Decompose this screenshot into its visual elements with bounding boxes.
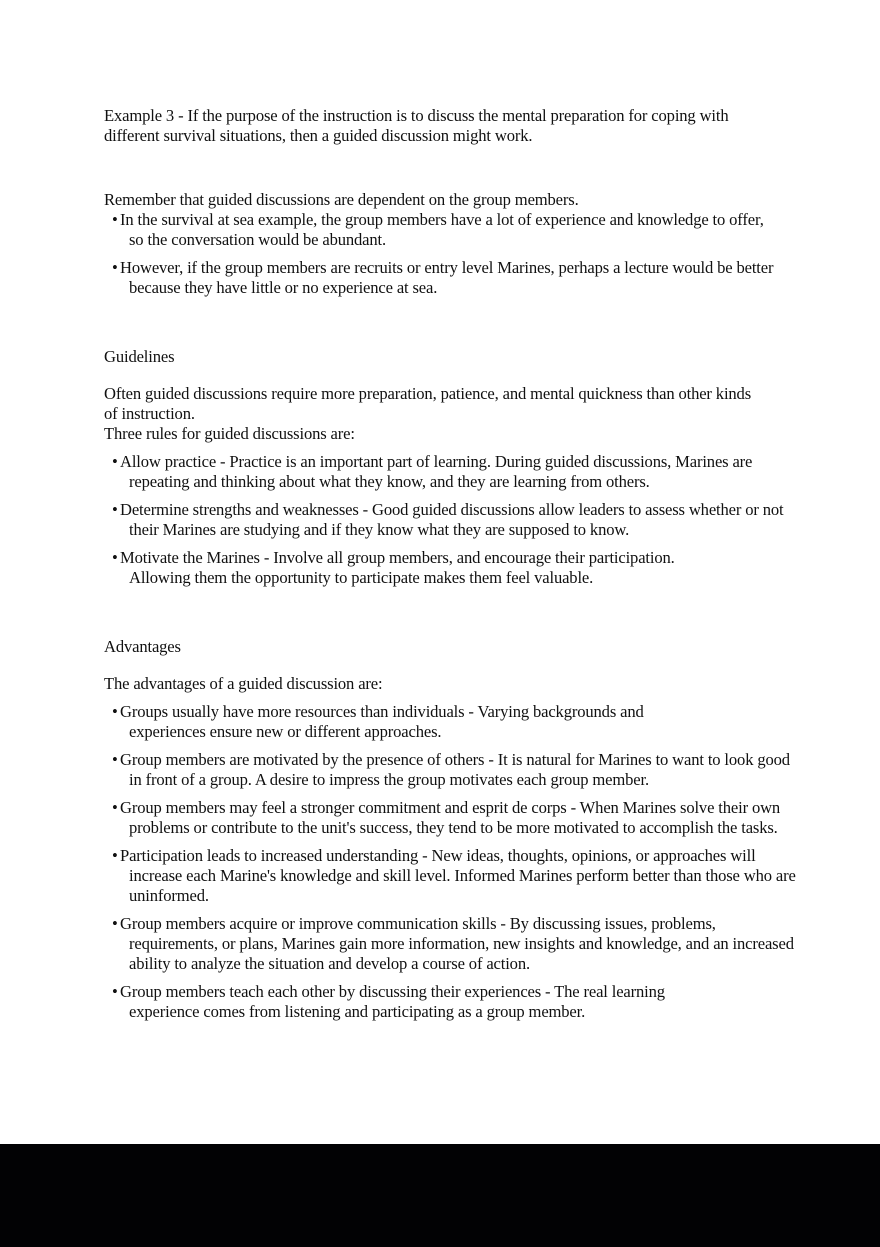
bullet-icon: •	[112, 548, 118, 567]
bullet-icon: •	[112, 210, 118, 229]
advantages-intro: The advantages of a guided discussion are:	[104, 674, 383, 693]
guidelines-heading: Guidelines	[104, 347, 175, 366]
document-body	[104, 106, 796, 1030]
bullet-icon: •	[112, 846, 118, 865]
guidelines-intro: Often guided discussions require more preparation, patience, and mental quickness than other kinds of instruction.	[104, 384, 752, 423]
bottom-black-band	[0, 1144, 880, 1247]
bullet-icon: •	[112, 798, 118, 817]
list-item: • Groups usually have more resources than individuals - Varying backgrounds and experiences ensure new or different approaches.	[112, 702, 644, 741]
guidelines-list	[104, 452, 784, 588]
bullet-icon: •	[112, 258, 118, 277]
bullet-icon: •	[112, 914, 118, 933]
advantages-heading: Advantages	[104, 637, 181, 656]
reminder-intro: Remember that guided discussions are dependent on the group members.	[104, 190, 579, 209]
list-item: • Group members may feel a stronger commitment and esprit de corps - When Marines solve their own problems or contribute to the unit's success, they tend to be more motivated to accomplish the tasks.	[112, 798, 781, 837]
bullet-icon: •	[112, 500, 118, 519]
advantages-list	[104, 702, 796, 1022]
list-item: • Group members are motivated by the presence of others - It is natural for Marines to want to look good in front of a group. A desire to impress the group motivates each group member.	[112, 750, 790, 789]
list-item: • Group members acquire or improve communication skills - By discussing issues, problems, requirements, or plans, Marines gain more information, new insights and knowledge, and an increased ability to analyze the situation and develop a course of action.	[112, 914, 794, 973]
list-item: • Determine strengths and weaknesses - Good guided discussions allow leaders to assess whether or not their Marines are studying and if they know what they are supposed to know.	[112, 500, 784, 539]
reminder-list	[104, 210, 784, 298]
list-item: • In the survival at sea example, the group members have a lot of experience and knowledge to offer, so the conversation would be abundant.	[112, 210, 764, 249]
list-item: • Motivate the Marines - Involve all group members, and encourage their participation. Allowing them the opportunity to participate makes them feel valuable.	[112, 548, 675, 587]
list-item: • However, if the group members are recruits or entry level Marines, perhaps a lecture would be better because they have little or no experience at sea.	[112, 258, 774, 297]
list-item: • Participation leads to increased understanding - New ideas, thoughts, opinions, or approaches will increase each Marine's knowledge and skill level. Informed Marines perform better than those who are uninformed.	[112, 846, 796, 905]
list-item: • Allow practice - Practice is an important part of learning. During guided discussions, Marines are repeating and thinking about what they know, and they are learning from others.	[112, 452, 753, 491]
guidelines-rules-intro: Three rules for guided discussions are:	[104, 424, 355, 443]
example-paragraph: Example 3 - If the purpose of the instruction is to discuss the mental preparation for coping with different survival situations, then a guided discussion might work.	[104, 106, 729, 145]
bullet-icon: •	[112, 982, 118, 1001]
bullet-icon: •	[112, 750, 118, 769]
list-item: • Group members teach each other by discussing their experiences - The real learning experience comes from listening and participating as a group member.	[112, 982, 665, 1021]
bullet-icon: •	[112, 452, 118, 471]
bullet-icon: •	[112, 702, 118, 721]
